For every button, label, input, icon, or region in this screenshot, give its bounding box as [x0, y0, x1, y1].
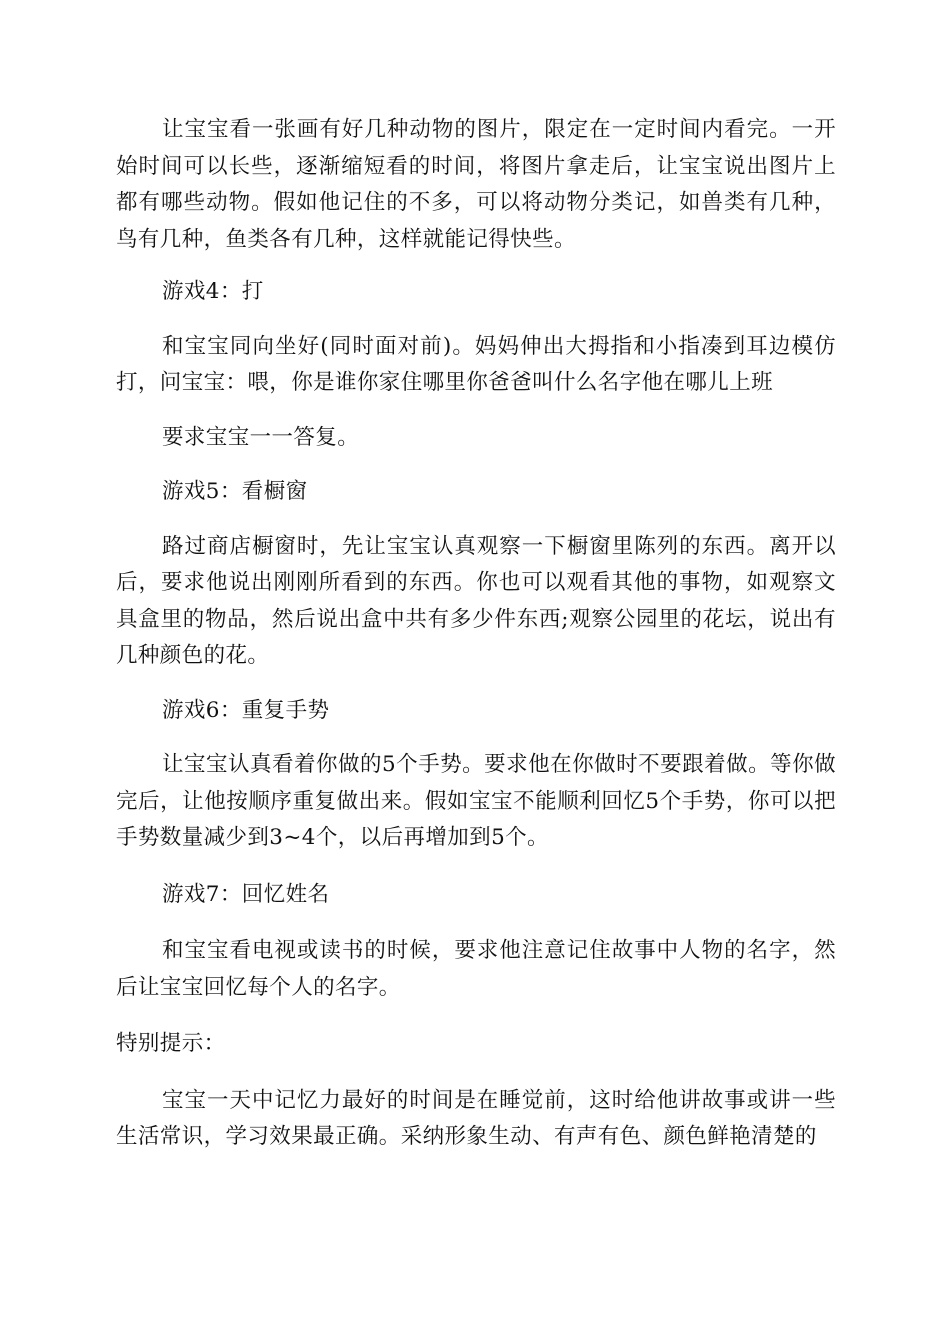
paragraph-special-tips: 宝宝一天中记忆力最好的时间是在睡觉前，这时给他讲故事或讲一些生活常识，学习效果最正确。采纳形象生动、有声有色、颜色鲜艳清楚的	[116, 1087, 836, 1149]
paragraph-game-4: 和宝宝同向坐好(同时面对前)。妈妈伸出大拇指和小指凑到耳边模仿打，问宝宝：喂，你是谁你家住哪里你爸爸叫什么名字他在哪儿上班	[116, 333, 836, 395]
heading-game-6: 游戏6：重复手势	[162, 697, 330, 723]
document-page	[116, 112, 836, 1156]
heading-special-tips: 特别提示：	[116, 1031, 226, 1056]
paragraph-game-6: 让宝宝认真看着你做的5个手势。要求他在你做时不要跟着做。等你做完后，让他按顺序重复做出来。假如宝宝不能顺利回忆5个手势，你可以把手势数量减少到3~4个，以后再增加到5个。	[116, 752, 836, 850]
paragraph-game-4-answer: 要求宝宝一一答复。	[162, 424, 360, 450]
heading-game-5: 游戏5：看橱窗	[162, 479, 308, 504]
paragraph-picture-memory: 让宝宝看一张画有好几种动物的图片，限定在一定时间内看完。一开始时间可以长些，逐渐缩短看的时间，将图片拿走后，让宝宝说出图片上都有哪些动物。假如他记住的不多，可以将动物分类记，如兽类有几种，鸟有几种，鱼类各有几种，这样就能记得快些。	[116, 117, 836, 252]
paragraph-game-5: 路过商店橱窗时，先让宝宝认真观察一下橱窗里陈列的东西。离开以后，要求他说出刚刚所看到的东西。你也可以观看其他的事物，如观察文具盒里的物品，然后说出盒中共有多少件东西;观察公园里的花坛，说出有几种颜色的花。	[116, 533, 836, 668]
paragraph-game-7: 和宝宝看电视或读书的时候，要求他注意记住故事中人物的名字，然后让宝宝回忆每个人的名字。	[116, 938, 836, 1000]
heading-game-7: 游戏7：回忆姓名	[162, 881, 330, 907]
heading-game-4: 游戏4：打	[162, 279, 264, 304]
